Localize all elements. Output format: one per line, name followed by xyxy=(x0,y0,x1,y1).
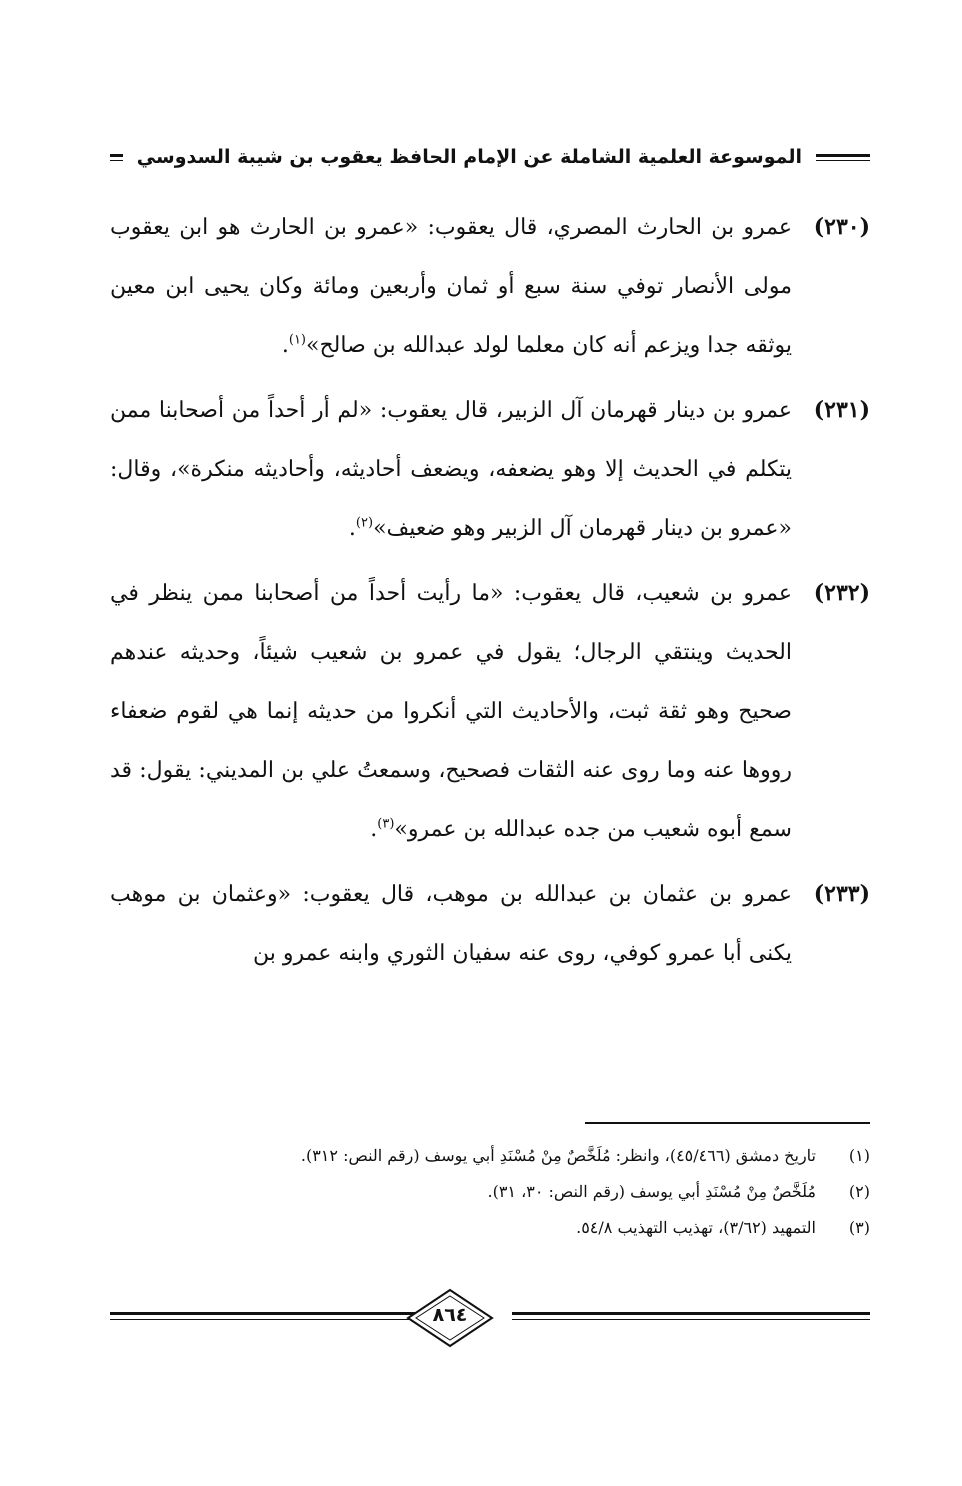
page-number: ٨٦٤ xyxy=(432,1304,468,1326)
entry-number: (٢٣٣) xyxy=(813,881,870,907)
header-title: الموسوعة العلمية الشاملة عن الإمام الحافظ يعقوب بن شيبة السدوسي xyxy=(136,146,802,168)
header-rule-left xyxy=(110,154,123,161)
entry-232 xyxy=(110,564,870,859)
running-header xyxy=(110,140,870,174)
header-rule-right xyxy=(816,154,870,161)
footnote-number: (٣) xyxy=(848,1218,870,1237)
footnote-number: (٢) xyxy=(848,1182,870,1201)
entry-text: عمرو بن عثمان بن عبدالله بن موهب، قال يعقوب: «وعثمان بن موهب يكنى أبا عمرو كوفي، روى عنه سفيان الثوري وابنه عمرو بن xyxy=(110,882,792,966)
entry-231 xyxy=(110,381,870,558)
main-text xyxy=(110,198,870,989)
footnote-ref: (٣) xyxy=(377,816,395,832)
footnote-ref: (١) xyxy=(288,332,306,348)
footnote-number: (١) xyxy=(848,1146,870,1165)
entry-number: (٢٣١) xyxy=(813,397,870,423)
footnote-item xyxy=(110,1210,870,1246)
footnotes xyxy=(110,1138,870,1246)
entry-text: عمرو بن دينار قهرمان آل الزبير، قال يعقوب: «لم أر أحداً من أصحابنا ممن يتكلم في الحديث إلا وهو يضعفه، ويضعف أحاديثه، وأحاديثه منكرة»، وقال: «عمرو بن دينار قهرمان آل الزبير وهو ضعيف»$^{(٢)}$. xyxy=(110,398,792,541)
footnote-text: مُلَخَّصٌ مِنْ مُسْنَدِ أبي يوسف (رقم النص: ٣٠، ٣١). xyxy=(487,1182,816,1201)
entry-number: (٢٣٢) xyxy=(813,580,870,606)
footer-rule-left xyxy=(110,1312,418,1320)
entry-text: عمرو بن شعيب، قال يعقوب: «ما رأيت أحداً من أصحابنا ممن ينظر في الحديث وينتقي الرجال؛ يقول في عمرو بن شعيب شيئاً، وحديثه عندهم صحيح وهو ثقة ثبت، والأحاديث التي أنكروا من حديثه إنما هي لقوم ضعفاء رووها عنه وما روى عنه الثقات فصحيح، وسمعتُ علي بن المديني: يقول: قد سمع أبوه شعيب من جده عبدالله بن عمرو»$^{(٣)}$. xyxy=(110,581,792,842)
entry-text: عمرو بن الحارث المصري، قال يعقوب: «عمرو بن الحارث هو ابن يعقوب مولى الأنصار توفي سنة سبع أو ثمان وأربعين ومائة وكان يحيى ابن معين يوثقه جدا ويزعم أنه كان معلما لولد عبدالله بن صالح»$^{(١)}$. xyxy=(110,215,792,358)
footnote-item xyxy=(110,1138,870,1174)
footer-rule-right xyxy=(512,1312,870,1320)
footnote-item xyxy=(110,1174,870,1210)
footnote-ref: (٢) xyxy=(355,515,374,531)
footnote-text: تاريخ دمشق (٤٥/٤٦٦)، وانظر: مُلَخَّصٌ مِنْ مُسْنَدِ أبي يوسف (رقم النص: ٣١٢). xyxy=(300,1146,816,1165)
footnote-text: التمهيد (٣/٦٢)، تهذيب التهذيب ٥٤/٨. xyxy=(576,1218,816,1237)
footnote-separator xyxy=(585,1122,870,1124)
page-footer xyxy=(110,1288,870,1348)
entry-230 xyxy=(110,198,870,375)
page-number-frame xyxy=(406,1288,494,1348)
entry-233 xyxy=(110,865,870,983)
entry-number: (٢٣٠) xyxy=(813,214,870,240)
